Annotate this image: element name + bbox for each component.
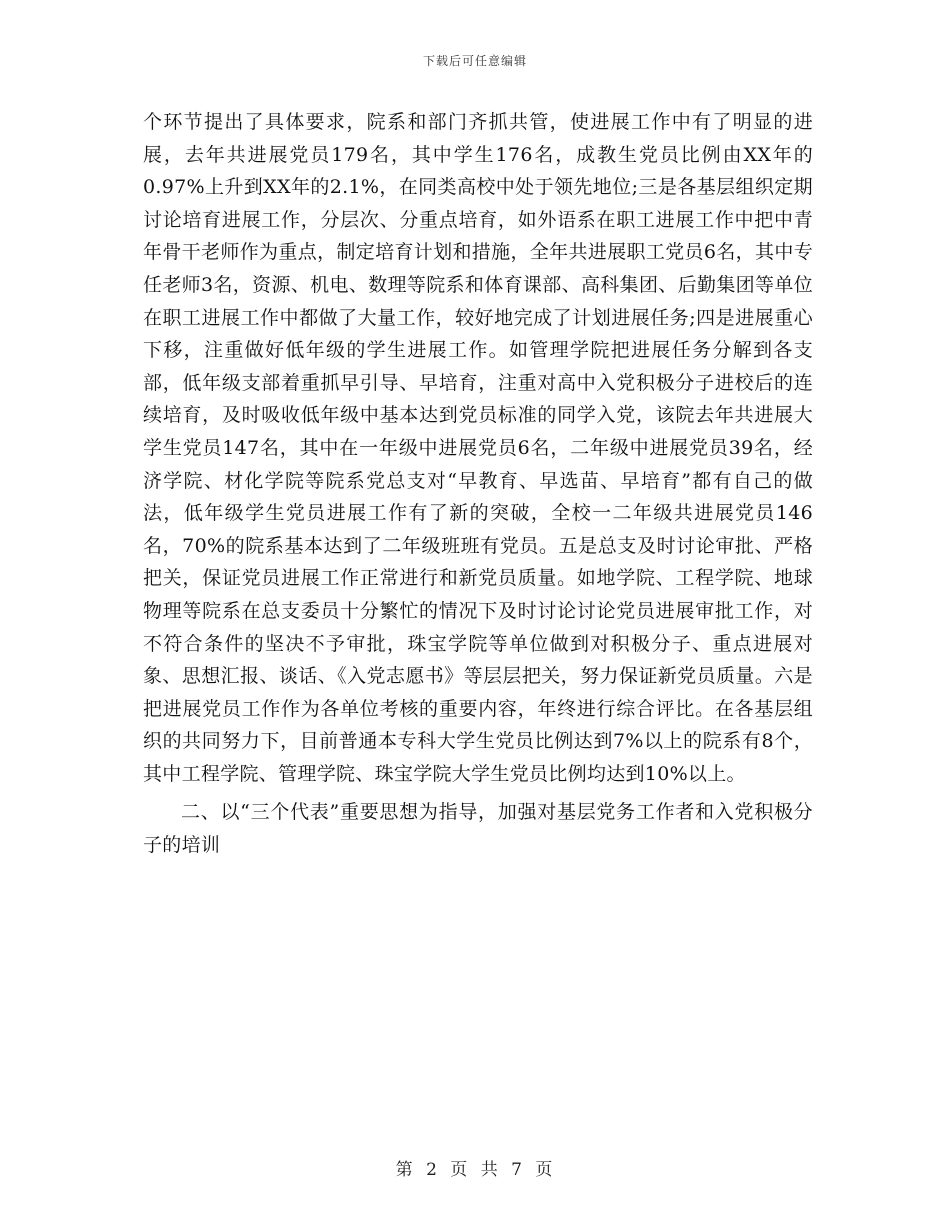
document-body <box>143 106 813 862</box>
page-number-footer: 第 2 页 共 7 页 <box>395 1160 555 1180</box>
header-note: 下载后可任意编辑 <box>422 54 527 68</box>
body-paragraph: 个环节提出了具体要求，院系和部门齐抓共管，使进展工作中有了明显的进展，去年共进展党员179名，其中学生176名，成教生党员比例由XX年的0.97%上升到XX年的2.1%，在同类高校中处于领先地位;三是各基层组织定期讨论培育进展工作，分层次、分重点培育，如外语系在职工进展工作中把中青年骨干老师作为重点，制定培育计划和措施，全年共进展职工党员6名，其中专任老师3名，资源、机电、数理等院系和体育课部、高科集团、后勤集团等单位在职工进展工作中都做了大量工作，较好地完成了计划进展任务;四是进展重心下移，注重做好低年级的学生进展工作。如管理学院把进展任务分解到各支部，低年级支部着重抓早引导、早培育，注重对高中入党积极分子进校后的连续培育，及时吸收低年级中基本达到党员标准的同学入党，该院去年共进展大学生党员147名，其中在一年级中进展党员6名，二年级中进展党员39名，经济学院、材化学院等院系党总支对“早教育、早选苗、早培育”都有自己的做法，低年级学生党员进展工作有了新的突破，全校一二年级共进展党员146名，70%的院系基本达到了二年级班班有党员。五是总支及时讨论审批、严格把关，保证党员进展工作正常进行和新党员质量。如地学院、工程学院、地球物理等院系在总支委员十分繁忙的情况下及时讨论讨论党员进展审批工作，对不符合条件的坚决不予审批，珠宝学院等单位做到对积极分子、重点进展对象、思想汇报、谈话、《入党志愿书》等层层把关，努力保证新党员质量。六是把进展党员工作作为各单位考核的重要内容，年终进行综合评比。在各基层组织的共同努力下，目前普通本专科大学生党员比例达到7%以上的院系有8个，其中工程学院、管理学院、珠宝学院大学生党员比例均达到10%以上。 <box>143 111 813 785</box>
section-heading-paragraph: 二、以“三个代表”重要思想为指导，加强对基层党务工作者和入党积极分子的培训 <box>143 801 813 857</box>
